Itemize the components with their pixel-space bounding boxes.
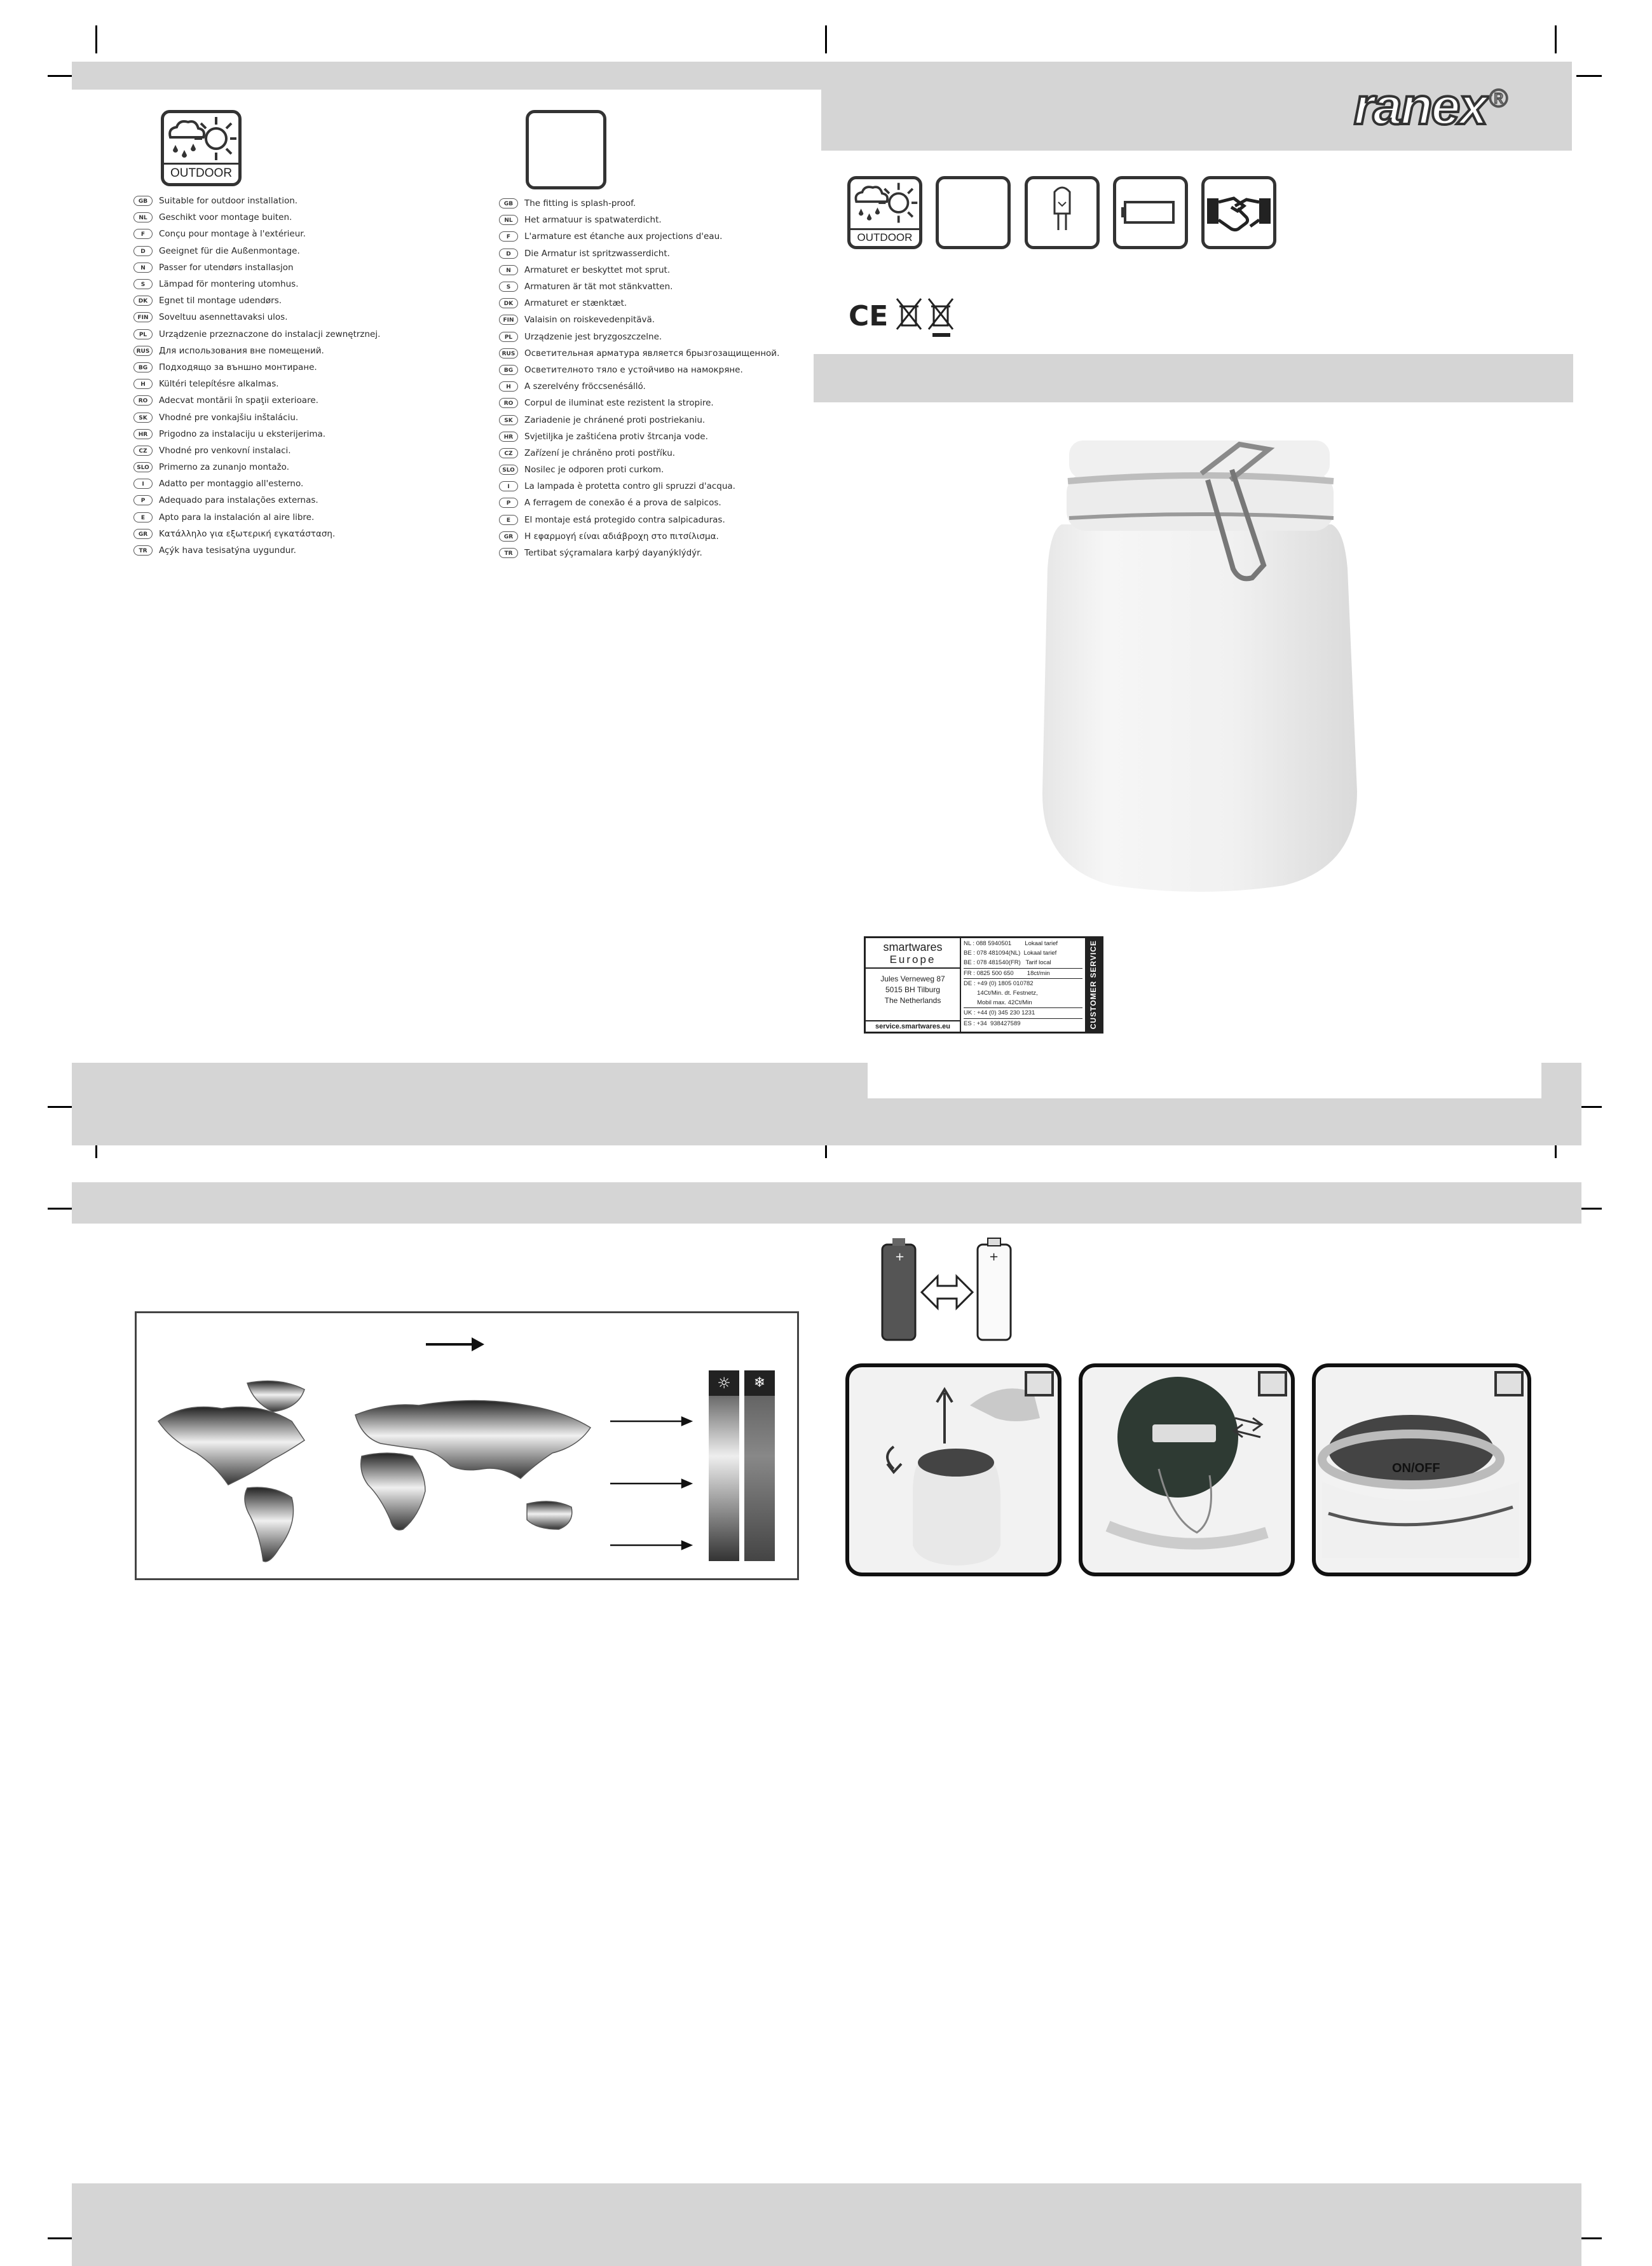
- language-item: [499, 528, 779, 545]
- language-item: [499, 195, 779, 212]
- step-number-box: [1494, 1371, 1524, 1396]
- language-text: Urządzenie przeznaczone do instalacji zewnętrznej.: [159, 329, 381, 339]
- cs-url[interactable]: service.smartwares.eu: [866, 1020, 960, 1032]
- language-item: [499, 461, 779, 478]
- language-item: [133, 459, 380, 475]
- language-text: Prigodno za instalaciju u eksterijerima.: [159, 428, 326, 439]
- language-text: Adatto per montaggio all'esterno.: [159, 479, 304, 489]
- weee-bin-bar-icon: [929, 299, 953, 329]
- world-map-image: [146, 1377, 616, 1567]
- language-text: Осветительная арматура является брызгозащищенной.: [524, 348, 780, 358]
- ce-mark-icon: CE: [849, 300, 889, 332]
- language-code-badge: GR: [133, 529, 153, 539]
- sun-icon: ☼: [709, 1370, 739, 1396]
- cs-address: [866, 969, 960, 1020]
- language-text: El montaje está protegido contra salpicaduras.: [524, 514, 725, 525]
- battery-shape-icon: [1116, 179, 1185, 246]
- language-item: [133, 359, 380, 376]
- language-item: [499, 345, 779, 362]
- bottom-footer-band: [72, 2183, 1581, 2266]
- language-item: [133, 376, 380, 392]
- outdoor-language-list: [133, 193, 380, 559]
- language-item: [499, 228, 779, 245]
- language-text: Lämpad för montering utomhus.: [159, 279, 299, 290]
- language-text: Passer for utendørs installasjon: [159, 262, 294, 273]
- language-text: Для использования вне помещений.: [159, 345, 324, 356]
- language-code-badge: DK: [499, 298, 518, 308]
- crop-mark: [825, 25, 827, 53]
- language-item: [133, 209, 380, 226]
- crop-mark: [48, 1208, 73, 1210]
- outdoor-icon-small: [847, 176, 922, 249]
- language-item: [133, 243, 380, 259]
- splash-proof-icon: [526, 110, 606, 189]
- language-code-badge: BG: [133, 362, 153, 372]
- handshake-icon: [1201, 176, 1276, 249]
- address-line: Jules Verneweg 87: [880, 974, 945, 983]
- language-text: A szerelvény fröccsenésálló.: [524, 381, 646, 392]
- language-item: [133, 309, 380, 325]
- handshake-shape-icon: [1205, 179, 1273, 246]
- language-text: Nosilec je odporen proti curkom.: [524, 465, 664, 475]
- language-item: [133, 475, 380, 492]
- world-map-box: [135, 1311, 799, 1580]
- splash-language-list: [499, 195, 779, 561]
- language-code-badge: F: [499, 231, 518, 242]
- smartwares-name: smartwares: [883, 941, 943, 953]
- language-item: [499, 512, 779, 528]
- language-text: A ferragem de conexão é a prova de salpicos.: [524, 498, 721, 508]
- phone-line: NL : 088 5940501 Lokaal tarief: [964, 940, 1058, 947]
- outdoor-label: OUTDOOR: [850, 228, 919, 244]
- language-item: [133, 226, 380, 242]
- language-code-badge: RUS: [133, 346, 153, 356]
- on-off-label: ON/OFF: [1392, 1461, 1440, 1475]
- cs-left: [866, 938, 961, 1032]
- address-line: The Netherlands: [884, 996, 941, 1005]
- phone-line: ES : +34 938427589: [964, 1020, 1021, 1027]
- step-number-box: [1025, 1371, 1054, 1396]
- phone-line: 14Ct/Min. dt. Festnetz,: [964, 990, 1038, 997]
- language-code-badge: FIN: [499, 315, 518, 325]
- language-code-badge: HR: [499, 432, 518, 442]
- cs-side-strip: [1085, 938, 1102, 1032]
- step-panel-2: [1079, 1363, 1295, 1576]
- direction-arrow-icon: [426, 1335, 486, 1354]
- svg-text:+: +: [895, 1250, 905, 1264]
- language-item: [499, 411, 779, 428]
- language-item: [133, 409, 380, 425]
- language-code-badge: TR: [499, 548, 518, 558]
- language-code-badge: PL: [499, 332, 518, 342]
- language-text: Armaturen är tät mot stänkvatten.: [524, 282, 673, 292]
- language-item: [499, 495, 779, 511]
- language-item: [133, 442, 380, 459]
- language-text: Подходящо за външно монтиране.: [159, 362, 317, 372]
- language-item: [133, 426, 380, 442]
- weather-icon: [164, 114, 238, 164]
- bottom-header-band: [72, 1182, 1581, 1224]
- language-code-badge: TR: [133, 545, 153, 556]
- language-code-badge: H: [133, 379, 153, 389]
- language-item: [499, 395, 779, 411]
- phone-line: UK : +44 (0) 345 230 1231: [964, 1008, 1082, 1018]
- battery-compartment-illustration: [1082, 1367, 1291, 1573]
- language-item: [133, 292, 380, 309]
- smartwares-region: Europe: [889, 953, 936, 966]
- language-text: Armaturet er beskyttet mot sprut.: [524, 264, 671, 275]
- language-item: [499, 445, 779, 461]
- battery-swap-illustration: [877, 1232, 1023, 1343]
- brand-name: ranex: [1354, 78, 1487, 135]
- language-code-badge: P: [499, 498, 518, 508]
- address-line: 5015 BH Tilburg: [885, 985, 941, 994]
- language-code-badge: HR: [133, 429, 153, 439]
- ce-weee-marks: [849, 295, 963, 339]
- winter-column: [744, 1370, 775, 1561]
- language-code-badge: NL: [133, 212, 153, 222]
- language-code-badge: SLO: [133, 462, 153, 472]
- smartwares-logo: [866, 938, 960, 969]
- cs-phone-list: [961, 938, 1085, 1032]
- phone-line: DE : +49 (0) 1805 010782: [964, 979, 1034, 987]
- language-code-badge: D: [499, 249, 518, 259]
- language-code-badge: N: [133, 263, 153, 273]
- splash-proof-icon-small: [936, 176, 1011, 249]
- snowflake-icon: ❄: [744, 1370, 775, 1396]
- language-text: Kültéri telepítésre alkalmas.: [159, 379, 279, 390]
- language-text: Die Armatur ist spritzwasserdicht.: [524, 248, 670, 259]
- step-panel-1: [845, 1363, 1062, 1576]
- language-item: [499, 362, 779, 378]
- language-item: [499, 212, 779, 228]
- language-code-badge: PL: [133, 329, 153, 339]
- language-code-badge: E: [133, 512, 153, 522]
- led-icon: [1025, 176, 1100, 249]
- language-text: Açýk hava tesisatýna uygundur.: [159, 545, 296, 556]
- language-code-badge: GB: [499, 198, 518, 208]
- language-code-badge: E: [499, 515, 518, 525]
- language-code-badge: GR: [499, 531, 518, 542]
- crop-mark: [1555, 25, 1557, 53]
- language-code-badge: S: [133, 279, 153, 289]
- language-text: Het armatuur is spatwaterdicht.: [524, 215, 662, 226]
- language-text: Urządzenie jest bryzgoszczelne.: [524, 331, 662, 342]
- language-item: [499, 478, 779, 495]
- language-text: Apto para la instalación al aire libre.: [159, 512, 315, 522]
- language-text: Adequado para instalações externas.: [159, 495, 318, 506]
- language-item: [133, 492, 380, 508]
- language-text: Soveltuu asennettavaksi ulos.: [159, 312, 288, 323]
- customer-service-box: [864, 936, 1103, 1034]
- language-code-badge: CZ: [133, 446, 153, 456]
- language-code-badge: GB: [133, 196, 153, 206]
- language-code-badge: RO: [133, 395, 153, 406]
- language-text: Η εφαρμογή είναι αδιάβροχη στο πιτσίλισμα.: [524, 531, 719, 542]
- footer-band-inset: [868, 1063, 1541, 1098]
- language-text: Vhodné pro venkovní instalaci.: [159, 445, 291, 456]
- svg-text:+: +: [989, 1250, 999, 1264]
- weather-icon: [850, 181, 919, 226]
- language-text: Geeignet für die Außenmontage.: [159, 245, 300, 256]
- language-text: The fitting is splash-proof.: [524, 198, 636, 209]
- language-item: [133, 193, 380, 209]
- crop-mark: [95, 25, 97, 53]
- phone-line: BE : 078 481540(FR) Tarif local: [964, 958, 1082, 968]
- language-code-badge: SK: [499, 415, 518, 425]
- language-code-badge: I: [499, 481, 518, 491]
- language-text: Armaturet er stænktæt.: [524, 298, 627, 309]
- language-text: Vhodné pre vonkajšiu inštaláciu.: [159, 412, 299, 423]
- language-code-badge: D: [133, 246, 153, 256]
- language-item: [133, 392, 380, 409]
- language-text: Svjetiljka je zaštićena protiv štrcanja vode.: [524, 431, 708, 442]
- language-text: Primerno za zunanjo montažo.: [159, 462, 289, 473]
- language-code-badge: S: [499, 282, 518, 292]
- open-lid-illustration: [849, 1367, 1058, 1573]
- language-item: [499, 311, 779, 328]
- language-text: Egnet til montage udendørs.: [159, 296, 282, 306]
- language-text: Zariadenie je chránené proti postriekaniu.: [524, 414, 706, 425]
- language-text: Zařízení je chráněno proti postříku.: [524, 447, 676, 458]
- registered-mark: ®: [1489, 85, 1508, 113]
- language-code-badge: F: [133, 229, 153, 239]
- cs-side-label: CUSTOMER SERVICE: [1089, 940, 1098, 1030]
- language-item: [499, 545, 779, 561]
- language-item: [133, 526, 380, 542]
- jar-product-image: [1017, 435, 1386, 899]
- language-text: Κατάλληλο για εξωτερική εγκατάσταση.: [159, 528, 336, 539]
- step-panel-3: [1312, 1363, 1531, 1576]
- language-code-badge: FIN: [133, 312, 153, 322]
- language-text: Valaisin on roiskevedenpitävä.: [524, 315, 655, 325]
- language-code-badge: SLO: [499, 465, 518, 475]
- language-text: La lampada è protetta contro gli spruzzi d'acqua.: [524, 481, 735, 492]
- language-text: Tertibat sýçramalara karþý dayanýklýdýr.: [524, 548, 702, 559]
- crop-mark: [1576, 75, 1602, 77]
- crop-mark: [48, 1106, 73, 1108]
- language-item: [133, 276, 380, 292]
- phone-line: BE : 078 481094(NL) Lokaal tarief: [964, 950, 1057, 957]
- language-code-badge: CZ: [499, 448, 518, 458]
- step-number-box: [1258, 1371, 1287, 1396]
- language-code-badge: P: [133, 495, 153, 505]
- brand-logo: [1354, 78, 1508, 135]
- language-code-badge: BG: [499, 365, 518, 375]
- language-item: [499, 245, 779, 262]
- language-item: [499, 295, 779, 311]
- section-band: [814, 354, 1573, 402]
- language-code-badge: SK: [133, 413, 153, 423]
- language-code-badge: RUS: [499, 348, 518, 358]
- battery-icon: [1113, 176, 1188, 249]
- summer-column: [709, 1370, 739, 1561]
- language-item: [499, 378, 779, 395]
- language-code-badge: DK: [133, 296, 153, 306]
- outdoor-label: OUTDOOR: [164, 163, 238, 181]
- language-code-badge: N: [499, 265, 518, 275]
- language-text: L'armature est étanche aux projections d'eau.: [524, 231, 723, 242]
- language-code-badge: RO: [499, 398, 518, 408]
- language-item: [133, 509, 380, 526]
- language-code-badge: H: [499, 381, 518, 392]
- language-item: [133, 259, 380, 276]
- language-text: Осветителното тяло е устойчиво на намокряне.: [524, 364, 743, 375]
- language-text: Conçu pour montage à l'extérieur.: [159, 229, 306, 240]
- language-text: Adecvat montării în spaţii exterioare.: [159, 395, 318, 406]
- language-item: [499, 278, 779, 295]
- language-text: Corpul de iluminat este rezistent la stropire.: [524, 398, 714, 409]
- language-text: Suitable for outdoor installation.: [159, 196, 298, 207]
- phone-line: Mobil max. 42Ct/Min: [964, 998, 1082, 1008]
- language-item: [133, 326, 380, 343]
- language-item: [499, 428, 779, 445]
- language-code-badge: I: [133, 479, 153, 489]
- phone-line: FR : 0825 500 650 18ct/min: [964, 969, 1082, 979]
- language-code-badge: NL: [499, 215, 518, 225]
- language-item: [133, 343, 380, 359]
- language-item: [133, 542, 380, 559]
- language-item: [499, 329, 779, 345]
- map-arrows: [607, 1415, 696, 1561]
- weee-bin-icon: [897, 299, 921, 329]
- language-text: Geschikt voor montage buiten.: [159, 212, 292, 223]
- led-bulb-icon: [1028, 179, 1096, 246]
- outdoor-icon: [161, 110, 242, 186]
- crop-mark: [48, 2237, 73, 2239]
- crop-mark: [48, 75, 73, 77]
- language-item: [499, 262, 779, 278]
